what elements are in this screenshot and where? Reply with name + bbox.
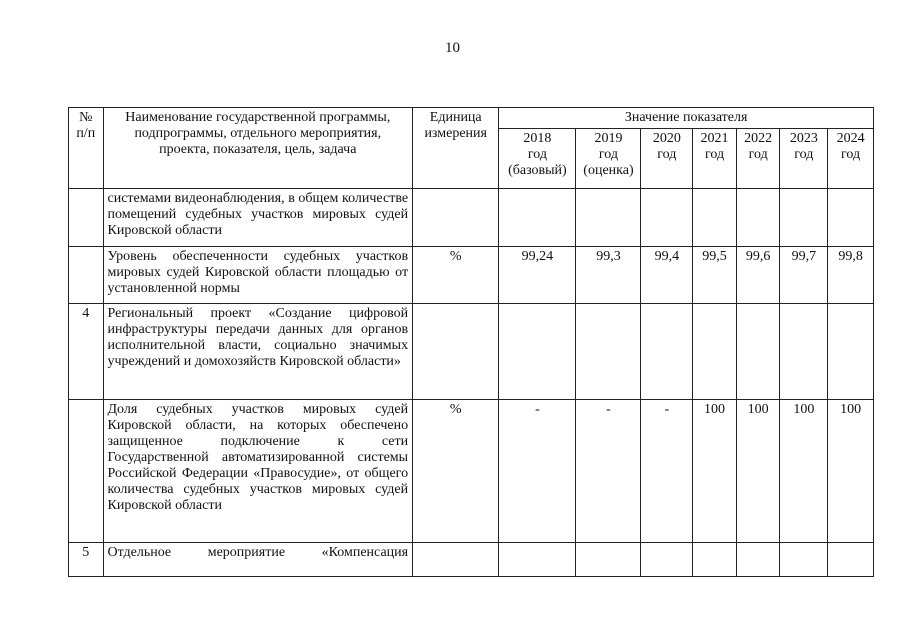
header-year: 2024 год <box>828 129 874 189</box>
row-name: системами видеонаблюдения, в общем количестве помещений судебных участков мировых судей Кировской области <box>103 189 413 247</box>
header-year: 2019 год (оценка) <box>576 129 641 189</box>
row-value: 100 <box>693 400 737 543</box>
row-num <box>69 247 104 304</box>
header-year: 2018 год (базовый) <box>499 129 576 189</box>
row-value: 99,3 <box>576 247 641 304</box>
indicators-table <box>68 107 874 577</box>
header-row-1 <box>69 108 874 129</box>
row-value: 99,6 <box>736 247 780 304</box>
row-value <box>828 543 874 577</box>
row-value <box>576 304 641 400</box>
row-value <box>693 543 737 577</box>
row-name: Отдельное мероприятие «Компенсация <box>103 543 413 577</box>
row-value <box>736 543 780 577</box>
table-row <box>69 189 874 247</box>
row-num: 4 <box>69 304 104 400</box>
row-name: Уровень обеспеченности судебных участков мировых судей Кировской области площадью от установленной нормы <box>103 247 413 304</box>
row-value: 99,4 <box>641 247 693 304</box>
row-value: - <box>499 400 576 543</box>
row-value <box>693 304 737 400</box>
row-value <box>736 304 780 400</box>
row-value <box>641 304 693 400</box>
row-unit <box>413 543 499 577</box>
row-value: - <box>641 400 693 543</box>
row-value: 100 <box>828 400 874 543</box>
table-row <box>69 543 874 577</box>
table-row <box>69 400 874 543</box>
row-num: 5 <box>69 543 104 577</box>
row-value <box>828 304 874 400</box>
row-value <box>576 189 641 247</box>
page-number: 10 <box>445 40 460 56</box>
row-unit: % <box>413 400 499 543</box>
header-num: № п/п <box>69 108 104 189</box>
header-values-group: Значение показателя <box>499 108 874 129</box>
row-value: 99,24 <box>499 247 576 304</box>
row-value: 99,5 <box>693 247 737 304</box>
row-value: 100 <box>780 400 828 543</box>
header-unit: Единица измерения <box>413 108 499 189</box>
row-value: 100 <box>736 400 780 543</box>
row-value <box>499 304 576 400</box>
row-name: Доля судебных участков мировых судей Кировской области, на которых обеспечено защищенное подключение к сети Государственной автоматизированной системы Российской Федерации «Правосудие», от общего количества судебных участков мировых судей Кировской области <box>103 400 413 543</box>
row-value <box>499 543 576 577</box>
header-year: 2021 год <box>693 129 737 189</box>
row-value <box>693 189 737 247</box>
row-num <box>69 400 104 543</box>
row-value <box>499 189 576 247</box>
row-num <box>69 189 104 247</box>
header-year: 2022 год <box>736 129 780 189</box>
row-value <box>780 304 828 400</box>
row-value: 99,8 <box>828 247 874 304</box>
row-unit <box>413 189 499 247</box>
row-value <box>576 543 641 577</box>
header-year: 2023 год <box>780 129 828 189</box>
row-value <box>828 189 874 247</box>
row-name: Региональный проект «Создание цифровой инфраструктуры передачи данных для органов исполнительной власти, социально значимых учреждений и домохозяйств Кировской области» <box>103 304 413 400</box>
table-row <box>69 247 874 304</box>
row-value: 99,7 <box>780 247 828 304</box>
table-row <box>69 304 874 400</box>
row-unit <box>413 304 499 400</box>
row-value <box>641 543 693 577</box>
row-unit: % <box>413 247 499 304</box>
row-value <box>780 189 828 247</box>
row-value <box>641 189 693 247</box>
row-value: - <box>576 400 641 543</box>
header-year: 2020 год <box>641 129 693 189</box>
row-value <box>736 189 780 247</box>
row-value <box>780 543 828 577</box>
header-name: Наименование государственной программы, подпрограммы, отдельного мероприятия, проекта, показателя, цель, задача <box>103 108 413 189</box>
